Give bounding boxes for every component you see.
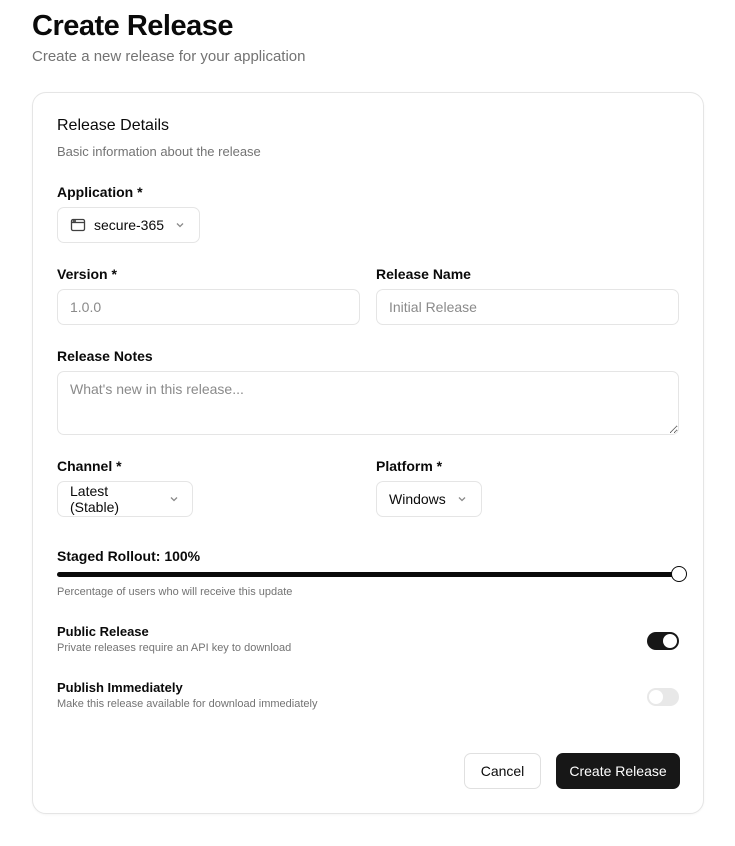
page-title: Create Release	[32, 10, 233, 42]
switch-knob	[663, 634, 677, 648]
section-title: Release Details	[57, 117, 170, 134]
switch-knob	[649, 690, 663, 704]
rollout-slider-track[interactable]	[57, 572, 679, 577]
release-name-input[interactable]	[376, 289, 679, 325]
publish-immediately-label: Publish Immediately	[57, 680, 183, 695]
application-select-value: secure-365	[94, 217, 165, 233]
channel-select-value: Latest (Stable)	[70, 483, 120, 515]
release-name-label: Release Name	[376, 266, 471, 282]
rollout-helper-text: Percentage of users who will receive this update	[57, 586, 293, 598]
rollout-slider-range	[57, 572, 679, 577]
page-subtitle: Create a new release for your application	[32, 48, 306, 65]
app-window-icon	[70, 217, 86, 233]
create-release-button[interactable]: Create Release	[556, 753, 680, 789]
public-release-switch[interactable]	[647, 632, 679, 650]
release-notes-textarea[interactable]	[57, 371, 679, 435]
release-notes-label: Release Notes	[57, 348, 153, 364]
version-label: Version *	[57, 266, 117, 282]
platform-label: Platform *	[376, 458, 443, 474]
staged-rollout-label: Staged Rollout: 100%	[57, 548, 201, 564]
channel-label: Channel *	[57, 458, 122, 474]
chevron-down-icon	[168, 493, 180, 505]
chevron-down-icon	[456, 493, 468, 505]
rollout-slider-thumb[interactable]	[671, 566, 687, 582]
platform-select-value: Windows	[389, 491, 446, 507]
cancel-button[interactable]: Cancel	[464, 753, 541, 789]
release-details-card	[32, 92, 704, 814]
application-select[interactable]	[57, 207, 200, 243]
section-description: Basic information about the release	[57, 144, 261, 159]
chevron-down-icon	[174, 219, 186, 231]
version-input[interactable]	[57, 289, 360, 325]
platform-select[interactable]	[376, 481, 482, 517]
application-label: Application *	[57, 184, 143, 200]
public-release-description: Private releases require an API key to download	[57, 642, 292, 654]
publish-immediately-switch[interactable]	[647, 688, 679, 706]
publish-immediately-description: Make this release available for download immediately	[57, 698, 318, 710]
public-release-label: Public Release	[57, 624, 149, 639]
channel-select[interactable]	[57, 481, 193, 517]
